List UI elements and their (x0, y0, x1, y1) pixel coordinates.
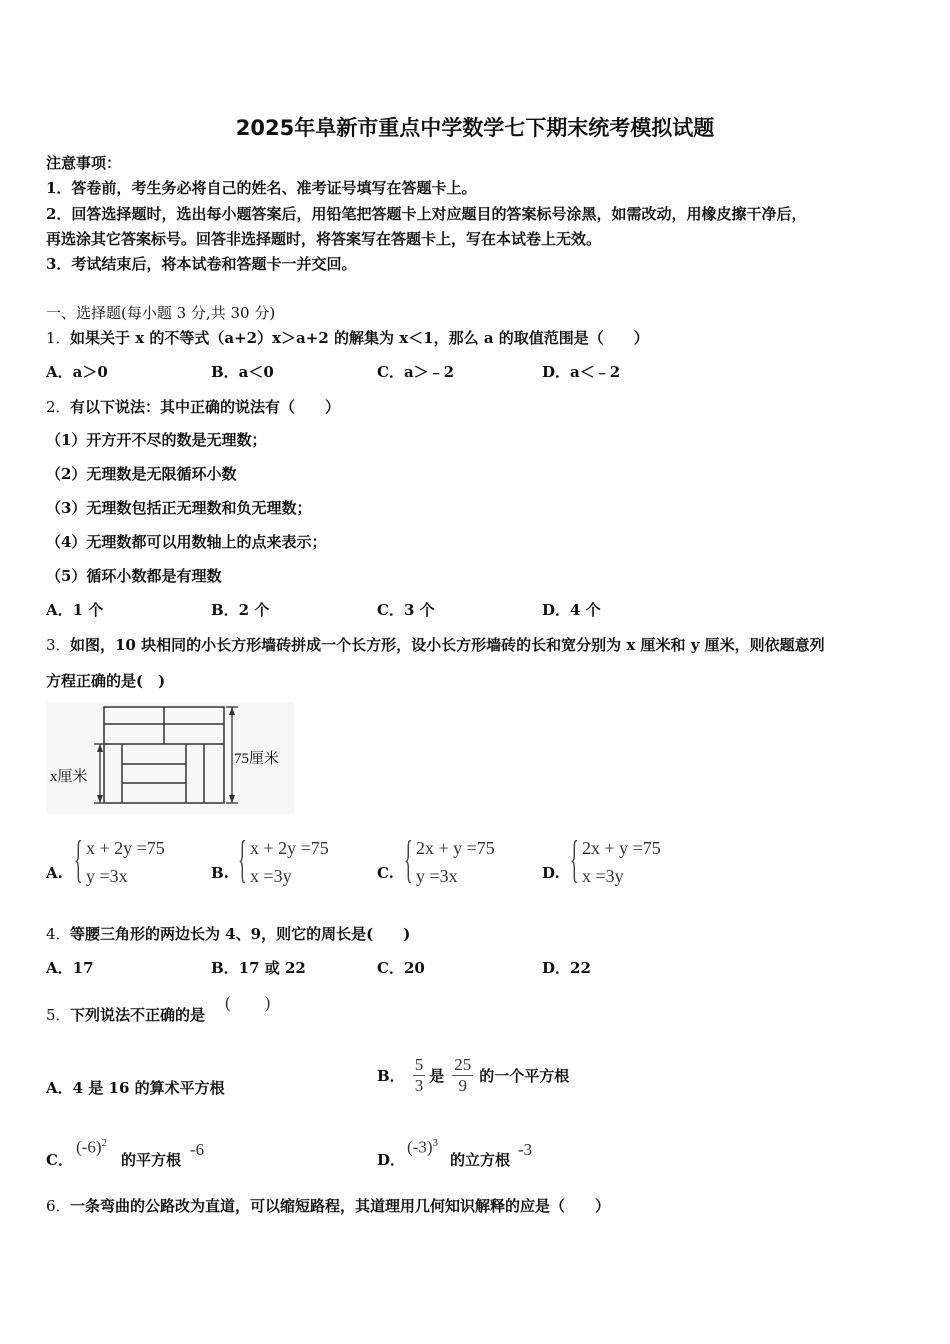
figure-label-x: x厘米 (50, 769, 88, 785)
question-number: 5． (46, 1006, 71, 1024)
q1-option-b: B．a＜0 (211, 363, 274, 381)
brick-wall-figure (46, 702, 294, 814)
q1-option-c: C．a＞﹣2 (377, 363, 455, 381)
q3-option-b-label: B. (211, 864, 229, 882)
question-number: 6． (46, 1197, 71, 1215)
q2-option-a: A．1 个 (46, 601, 104, 619)
notice-heading: 注意事项： (46, 154, 122, 172)
q3-option-c-label: C. (377, 864, 394, 882)
frac-denominator: 3 (414, 1075, 424, 1095)
q1-option-d: D．a＜﹣2 (542, 363, 621, 381)
q3-option-d-label: D. (542, 864, 560, 882)
q2-statement-3: （3）无理数包括正无理数和负无理数； (46, 499, 312, 517)
q3-d-eq-1: 2x + y =75 (582, 838, 661, 858)
fraction-5-3 (413, 1055, 426, 1096)
q2-statement-5: （5）循环小数都是有理数 (46, 567, 222, 585)
q5-b-label: B． (377, 1066, 405, 1085)
q3-a-eq-2: y =3x (86, 866, 128, 886)
q5-b-tail: 的一个平方根 (479, 1066, 570, 1085)
q3-c-eq-2: y =3x (416, 866, 458, 886)
q5-d-exp: 3 (432, 1137, 438, 1149)
q5-option-d-label: D． (377, 1151, 406, 1169)
q5-c-mid: 的平方根 (121, 1151, 182, 1169)
section-heading: 一、选择题(每小题 3 分,共 30 分) (46, 304, 276, 322)
notice-item-1: 1．答卷前，考生务必将自己的姓名、准考证号填写在答题卡上。 (46, 179, 477, 197)
q1-option-a: A．a＞0 (46, 363, 108, 381)
q3-d-eq-2: x =3y (582, 866, 624, 886)
question-number: 3． (46, 636, 71, 654)
question-number: 1． (46, 329, 71, 347)
q5-c-tail: -6 (190, 1140, 205, 1159)
q5-c-base: (-6) (76, 1137, 102, 1157)
question-4-text: 等腰三角形的两边长为 4、9，则它的周长是( ) (70, 925, 411, 943)
q4-option-a: A．17 (46, 959, 94, 977)
q5-d-expr (407, 1137, 438, 1158)
brace-icon: { (74, 831, 83, 888)
question-2-text: 有以下说法：其中正确的说法有（ ） (70, 398, 341, 416)
figure-label-75: 75厘米 (234, 751, 280, 767)
q3-a-eq-1: x + 2y =75 (86, 838, 165, 858)
q2-statement-2: （2）无理数是无限循环小数 (46, 465, 237, 483)
q5-d-mid: 的立方根 (450, 1151, 511, 1169)
q5-option-c-label: C． (46, 1151, 73, 1169)
q2-option-b: B．2 个 (211, 601, 270, 619)
question-5-text: 下列说法不正确的是 (70, 1006, 206, 1024)
brace-icon: { (238, 831, 247, 888)
q5-option-a: A．4 是 16 的算术平方根 (46, 1079, 225, 1097)
question-number: 2． (46, 398, 71, 416)
frac-numerator: 25 (454, 1054, 472, 1074)
frac-numerator: 5 (414, 1054, 424, 1074)
page-title: 2025年阜新市重点中学数学七下期末统考模拟试题 (235, 116, 715, 140)
q2-option-c: C．3 个 (377, 601, 435, 619)
q4-option-d: D．22 (542, 959, 591, 977)
brace-icon: { (570, 831, 579, 888)
q4-option-c: C．20 (377, 959, 425, 977)
q2-statement-4: （4）无理数都可以用数轴上的点来表示； (46, 533, 327, 551)
question-6-text: 一条弯曲的公路改为直道，可以缩短路程，其道理用几何知识解释的应是（ ） (70, 1197, 611, 1215)
question-3-text-b: 方程正确的是( ) (46, 672, 166, 690)
fraction-25-9 (452, 1055, 473, 1096)
q5-c-expr (76, 1137, 107, 1158)
q3-b-eq-1: x + 2y =75 (250, 838, 329, 858)
question-3-text-a: 如图，10 块相同的小长方形墙砖拼成一个长方形，设小长方形墙砖的长和宽分别为 x 厘米和 y 厘米，则依题意列 (70, 636, 825, 654)
q5-d-tail: -3 (518, 1140, 533, 1159)
q3-option-a-label: A. (46, 864, 63, 882)
q2-option-d: D．4 个 (542, 601, 601, 619)
frac-denominator: 9 (458, 1075, 467, 1095)
q3-b-eq-2: x =3y (250, 866, 292, 886)
q3-c-eq-1: 2x + y =75 (416, 838, 495, 858)
brace-icon: { (404, 831, 413, 888)
notice-item-2b: 再选涂其它答案标号。回答非选择题时，将答案写在答题卡上，写在本试卷上无效。 (46, 230, 602, 248)
q5-d-base: (-3) (407, 1137, 433, 1157)
question-1-text: 如果关于 x 的不等式（a+2）x＞a+2 的解集为 x＜1，那么 a 的取值范围是（ ） (70, 329, 649, 347)
question-5-paren: ( ) (225, 993, 271, 1012)
q5-c-exp: 2 (101, 1137, 107, 1149)
notice-item-3: 3．考试结束后，将本试卷和答题卡一并交回。 (46, 255, 357, 273)
notice-item-2a: 2．回答选择题时，选出每小题答案后，用铅笔把答题卡上对应题目的答案标号涂黑，如需改动，用橡皮擦干净后， (46, 205, 807, 223)
q4-option-b: B．17 或 22 (211, 959, 306, 977)
q5-b-mid: 是 (429, 1066, 445, 1085)
q2-statement-1: （1）开方开不尽的数是无理数； (46, 431, 267, 449)
q5-option-b (377, 1050, 569, 1100)
question-number: 4． (46, 925, 71, 943)
